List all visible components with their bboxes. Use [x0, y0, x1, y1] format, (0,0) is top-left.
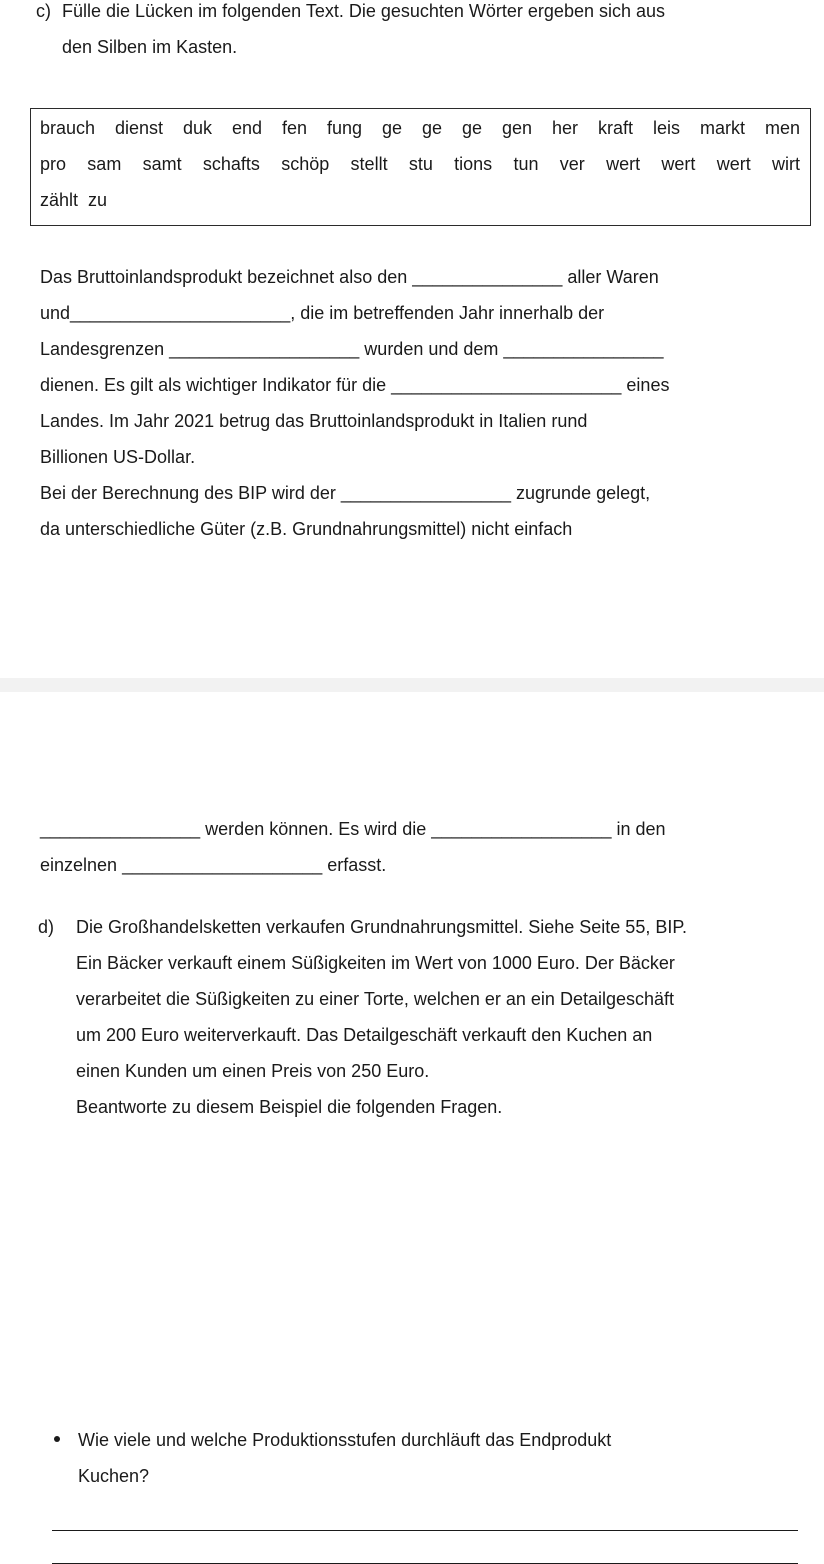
task-c-instruction-line-2: den Silben im Kasten.	[62, 37, 238, 57]
task-d-paragraph-line-1: Die Großhandelsketten verkaufen Grundnahrungsmittel. Siehe Seite 55, BIP.	[76, 917, 688, 937]
cloze-line-7: Bei der Berechnung des BIP wird der _________________ zugrunde gelegt,	[40, 483, 651, 503]
cloze-line-1: Das Bruttoinlandsprodukt bezeichnet also den _______________ aller Waren	[40, 267, 659, 287]
question-line-2: Kuchen?	[78, 1466, 150, 1486]
task-c-label: c)	[36, 1, 51, 21]
task-d-label: d)	[38, 917, 55, 937]
task-c-instruction-line-1: Fülle die Lücken im folgenden Text. Die gesuchten Wörter ergeben sich aus	[62, 1, 666, 21]
cloze-line-5: Landes. Im Jahr 2021 betrug das Bruttoinlandsprodukt in Italien rund	[40, 411, 588, 431]
syllable-box	[30, 108, 811, 226]
page-break	[0, 678, 824, 692]
question-line-1: Wie viele und welche Produktionsstufen durchläuft das Endprodukt	[78, 1430, 612, 1450]
cloze-continuation-line-1: ________________ werden können. Es wird die __________________ in den	[40, 819, 666, 839]
cloze-line-4: dienen. Es gilt als wichtiger Indikator für die _______________________ eines	[40, 375, 670, 395]
task-d-paragraph-line-2: Ein Bäcker verkauft einem Süßigkeiten im Wert von 1000 Euro. Der Bäcker	[76, 953, 675, 973]
syllable-line-2: pro sam samt schafts schöp stellt stu tions tun ver wert wert wert wirt	[40, 154, 800, 174]
answer-line[interactable]	[52, 1530, 798, 1531]
cloze-line-2: und______________________, die im betreffenden Jahr innerhalb der	[40, 303, 605, 323]
task-d-paragraph-line-5: einen Kunden um einen Preis von 250 Euro.	[76, 1061, 430, 1081]
cloze-line-6: Billionen US-Dollar.	[40, 447, 196, 467]
task-d-paragraph-line-6: Beantworte zu diesem Beispiel die folgenden Fragen.	[76, 1097, 503, 1117]
cloze-line-3: Landesgrenzen ___________________ wurden und dem ________________	[40, 339, 664, 359]
task-d-paragraph-line-3: verarbeitet die Süßigkeiten zu einer Torte, welchen er an ein Detailgeschäft	[76, 989, 675, 1009]
bullet-icon	[54, 1436, 60, 1442]
cloze-continuation-line-2: einzelnen ____________________ erfasst.	[40, 855, 387, 875]
cloze-line-8: da unterschiedliche Güter (z.B. Grundnahrungsmittel) nicht einfach	[40, 519, 573, 539]
syllable-line-1: brauch dienst duk end fen fung ge ge ge gen her kraft leis markt men	[40, 118, 800, 138]
task-d-paragraph-line-4: um 200 Euro weiterverkauft. Das Detailgeschäft verkauft den Kuchen an	[76, 1025, 653, 1045]
syllable-line-3: zählt zu	[40, 190, 108, 210]
